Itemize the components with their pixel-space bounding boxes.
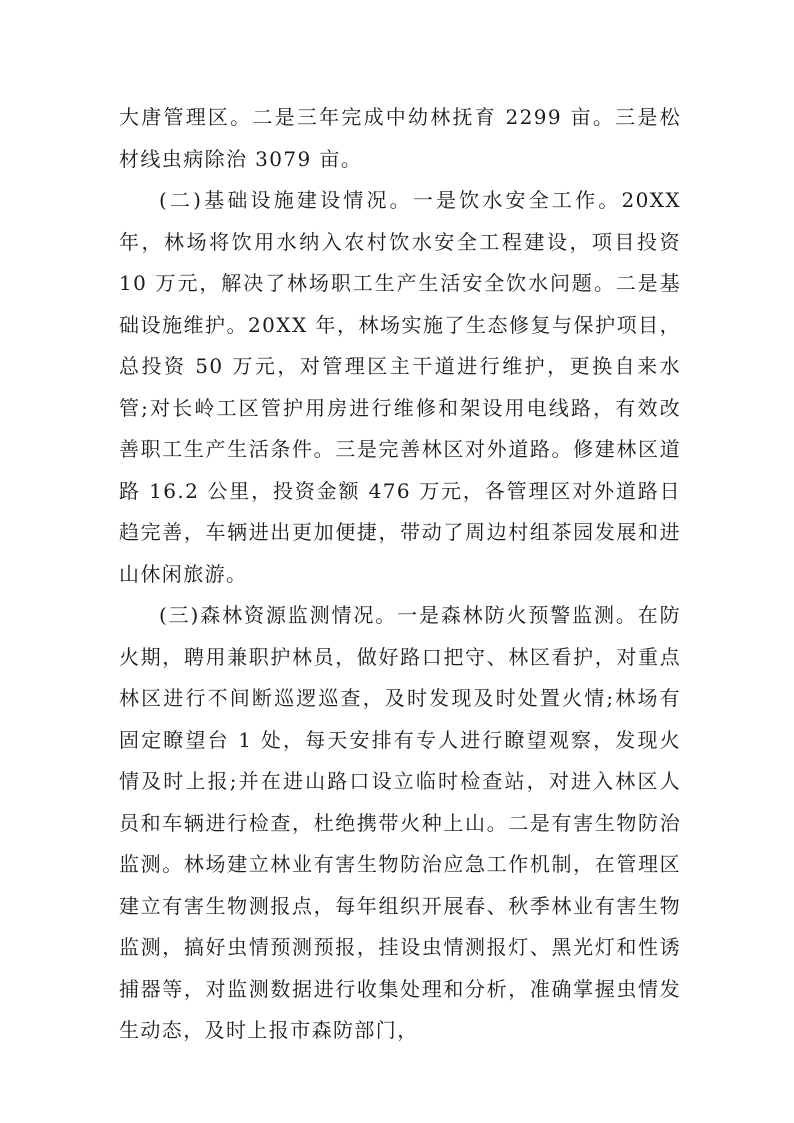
- paragraph-1: 大唐管理区。二是三年完成中幼林抚育 2299 亩。三是松材线虫病除治 3079 亩。: [119, 105, 681, 171]
- paragraph-2: (二)基础设施建设情况。一是饮水安全工作。20XX 年，林场将饮用水纳入农村饮水安全工程建设，项目投资 10 万元，解决了林场职工生产生活安全饮水问题。二是基础设施维护。20XX 年，林场实施了生态修复与保护项目，总投资 50 万元，对管理区主干道进行维护，更换自来水管;对长岭工区管护用房进行维修和架设用电线路，有效改善职工生产生活条件。三是完善林区对外道路。修建林区道路 16.2 公里，投资金额 476 万元，各管理区对外道路日趋完善，车辆进出更加便捷，带动了周边村组茶园发展和进山休闲旅游。: [119, 188, 681, 586]
- document-body: [119, 97, 681, 1052]
- paragraph-3: (三)森林资源监测情况。一是森林防火预警监测。在防火期，聘用兼职护林员，做好路口把守、林区看护，对重点林区进行不间断巡逻巡查，及时发现及时处置火情;林场有固定瞭望台 1 处，每天安排有专人进行瞭望观察，发现火情及时上报;并在进山路口设立临时检查站，对进入林区人员和车辆进行检查，杜绝携带火种上山。二是有害生物防治监测。林场建立林业有害生物防治应急工作机制，在管理区建立有害生物测报点，每年组织开展春、秋季林业有害生物监测，搞好虫情预测预报，挂设虫情测报灯、黑光灯和性诱捕器等，对监测数据进行收集处理和分析，准确掌握虫情发生动态，及时上报市森防部门，: [119, 603, 681, 1042]
